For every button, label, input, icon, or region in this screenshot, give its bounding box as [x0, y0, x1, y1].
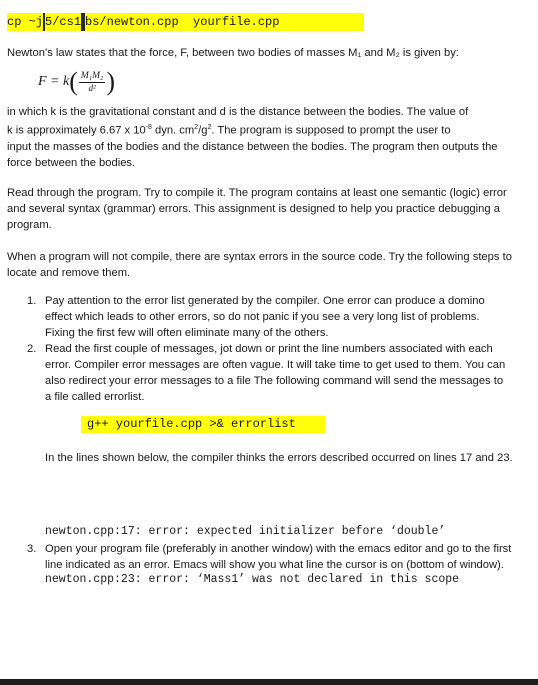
- list-item: [27, 341, 512, 405]
- left-paren: (: [69, 67, 78, 96]
- constant-text-b: dyn. cm: [151, 124, 195, 137]
- exponent-2: 2: [194, 124, 199, 131]
- error-lines-paragraph: In the lines shown below, the compiler thinks the errors described occurred on lines 17 and 23.: [45, 452, 513, 464]
- exponent-1: -8: [145, 124, 152, 131]
- syntax-errors-paragraph: When a program will not compile, there are syntax errors in the source code. Try the following steps to locate and remove them.: [7, 251, 512, 279]
- command-part-1: cp ~j: [7, 15, 44, 29]
- formula-denominator: d²: [88, 83, 96, 93]
- list-number: 3.: [27, 543, 37, 555]
- constant-line-1: in which k is the gravitational constant and d is the distance between the bodies. The value of: [7, 106, 469, 118]
- bottom-edge-bar: [0, 679, 538, 685]
- newton-formula: [38, 67, 115, 97]
- list-item: [27, 541, 512, 573]
- formula-numerator: M₁M₂: [80, 71, 104, 81]
- constant-text-a: k is approximately 6.67 x 10: [7, 124, 146, 137]
- constant-line-3: input the masses of the bodies and the distance between the bodies. The program then outputs the force between the bodies.: [7, 140, 498, 169]
- read-through-paragraph: Read through the program. Try to compile it. The program contains at least one semantic (logic) error and several syntax (grammar) errors. This assignment is designed to help you practice debugging a program.: [7, 187, 507, 231]
- formula-lhs: F = k: [38, 74, 70, 89]
- error-line: newton.cpp:23: error: ‘Mass1’ was not declared in this scope: [45, 573, 460, 586]
- constant-line-2: [7, 120, 522, 139]
- constant-text-c: /g: [198, 124, 208, 137]
- exponent-3: 2: [207, 124, 212, 131]
- list-number: 1.: [27, 295, 37, 307]
- list-text: Open your program file (preferably in another window) with the emacs editor and go to the first line indicated as an error. Emacs will show you what line the cursor is on (bottom of window).: [45, 543, 512, 571]
- constant-paragraph: [7, 104, 522, 171]
- copy-command-line: [7, 13, 364, 31]
- intro-paragraph: Newton’s law states that the force, F, between two bodies of masses M₁ and M₂ is given by:: [7, 47, 459, 59]
- list-text: Read the first couple of messages, jot down or print the line numbers associated with each error. Compiler error messages are often vague. It will take time to get used to them. You can also redirect your error messages to a file The following command will send the messages to a file called errorlist.: [45, 343, 506, 403]
- list-item: [27, 293, 512, 341]
- constant-text-d: . The program is supposed to prompt the user to: [211, 124, 451, 137]
- list-text: Pay attention to the error list generated by the compiler. One error can produce a domino effect which leads to other errors, so do not panic if you see a very long list of problems. Fixing the first few will often eliminate many of the others.: [45, 295, 485, 339]
- command-part-3: bs/newton.cpp yourfile.cpp: [85, 15, 280, 29]
- list-number: 2.: [27, 343, 37, 355]
- error-line: newton.cpp:17: error: expected initializer before ‘double’: [45, 525, 446, 538]
- steps-list-continued: [27, 541, 512, 573]
- command-part-2: 5/cs1: [45, 15, 82, 29]
- compile-command: g++ yourfile.cpp >& errorlist: [81, 416, 325, 433]
- steps-list: [27, 293, 512, 405]
- formula-fraction: [79, 71, 105, 93]
- right-paren: ): [106, 67, 115, 96]
